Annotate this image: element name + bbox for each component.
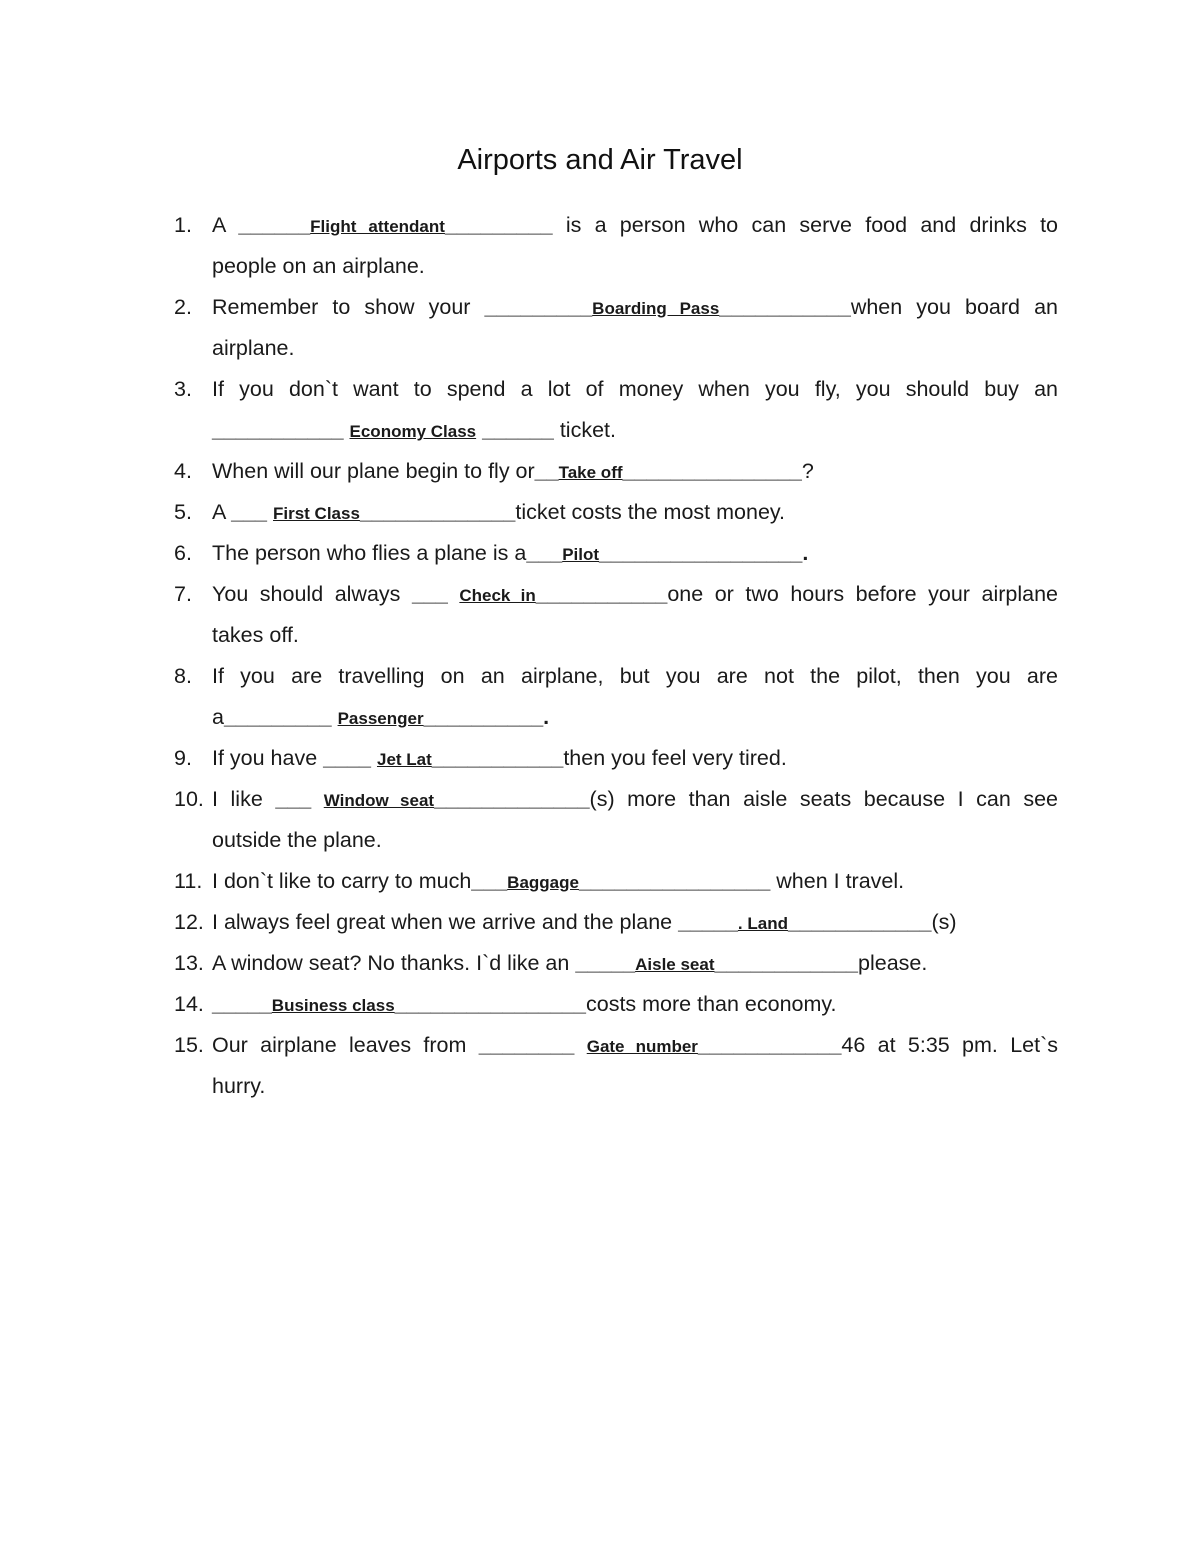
question-number: 13. [174,951,204,975]
question-line: takes off. [212,623,299,647]
question-number: 14. [174,992,204,1016]
question-line: A window seat? No thanks. I`d like an _____Aisle seat____________please. [212,951,928,975]
question-number: 6. [174,541,192,565]
answer-text: Passenger [337,709,424,728]
answer-text: Gate number [586,1037,698,1056]
answer-text: Check in [459,586,536,605]
question-line: _____Business class________________costs more than economy. [212,992,837,1016]
answer-text: Jet Lat [376,750,432,769]
question-number: 2. [174,295,192,319]
question-number: 3. [174,377,192,401]
answer-text: Flight attendant [310,217,445,236]
question-number: 12. [174,910,204,934]
answer-text: Boarding Pass [592,299,720,318]
question-line: If you don`t want to spend a lot of money when you fly, you should buy an [212,377,1058,401]
question-line: outside the plane. [212,828,382,852]
question-number: 8. [174,664,192,688]
question-number: 9. [174,746,192,770]
question-line: A ______Flight attendant_________ is a person who can serve food and drinks to [212,213,1058,237]
question-number: 7. [174,582,192,606]
answer-text: Take off [558,463,623,482]
question-line: If you are travelling on an airplane, but you are not the pilot, then you are [212,664,1058,688]
answer-text: Window seat [323,791,435,810]
question-number: 10. [174,787,204,811]
question-line: hurry. [212,1074,266,1098]
question-line: The person who flies a plane is a___Pilot_________________. [212,541,809,565]
question-line: ___________ Economy Class ______ ticket. [212,418,616,442]
answer-text: Pilot [562,545,600,564]
question-line: Our airplane leaves from ________ Gate number____________46 at 5:35 pm. Let`s [212,1033,1058,1057]
question-line: If you have ____ Jet Lat___________then you feel very tired. [212,746,787,770]
question-line: You should always ___ Check in___________one or two hours before your airplane [212,582,1058,606]
answer-text: . Land [737,914,788,933]
question-line: I don`t like to carry to much___Baggage________________ when I travel. [212,869,905,893]
answer-text: Economy Class [349,422,477,441]
answer-text: Baggage [507,873,579,892]
page-title: Airports and Air Travel [457,144,743,176]
question-line: I like ___ Window seat_____________(s) more than aisle seats because I can see [212,787,1058,811]
question-line: Remember to show your _________Boarding Pass___________when you board an [212,295,1058,319]
question-number: 1. [174,213,192,237]
question-line: people on an airplane. [212,254,425,278]
question-number: 15. [174,1033,204,1057]
question-number: 11. [174,869,203,893]
question-number: 4. [174,459,192,483]
answer-text: First Class [273,504,360,523]
answer-text: Business class [271,996,395,1015]
question-number: 5. [174,500,192,524]
question-line: When will our plane begin to fly or__Take off_______________? [212,459,814,483]
question-line: a_________ Passenger__________. [212,705,550,729]
answer-text: Aisle seat [635,955,715,974]
question-line: airplane. [212,336,295,360]
question-line: A ___ First Class_____________ticket costs the most money. [212,500,786,524]
question-line: I always feel great when we arrive and the plane _____. Land____________(s) [212,910,957,934]
